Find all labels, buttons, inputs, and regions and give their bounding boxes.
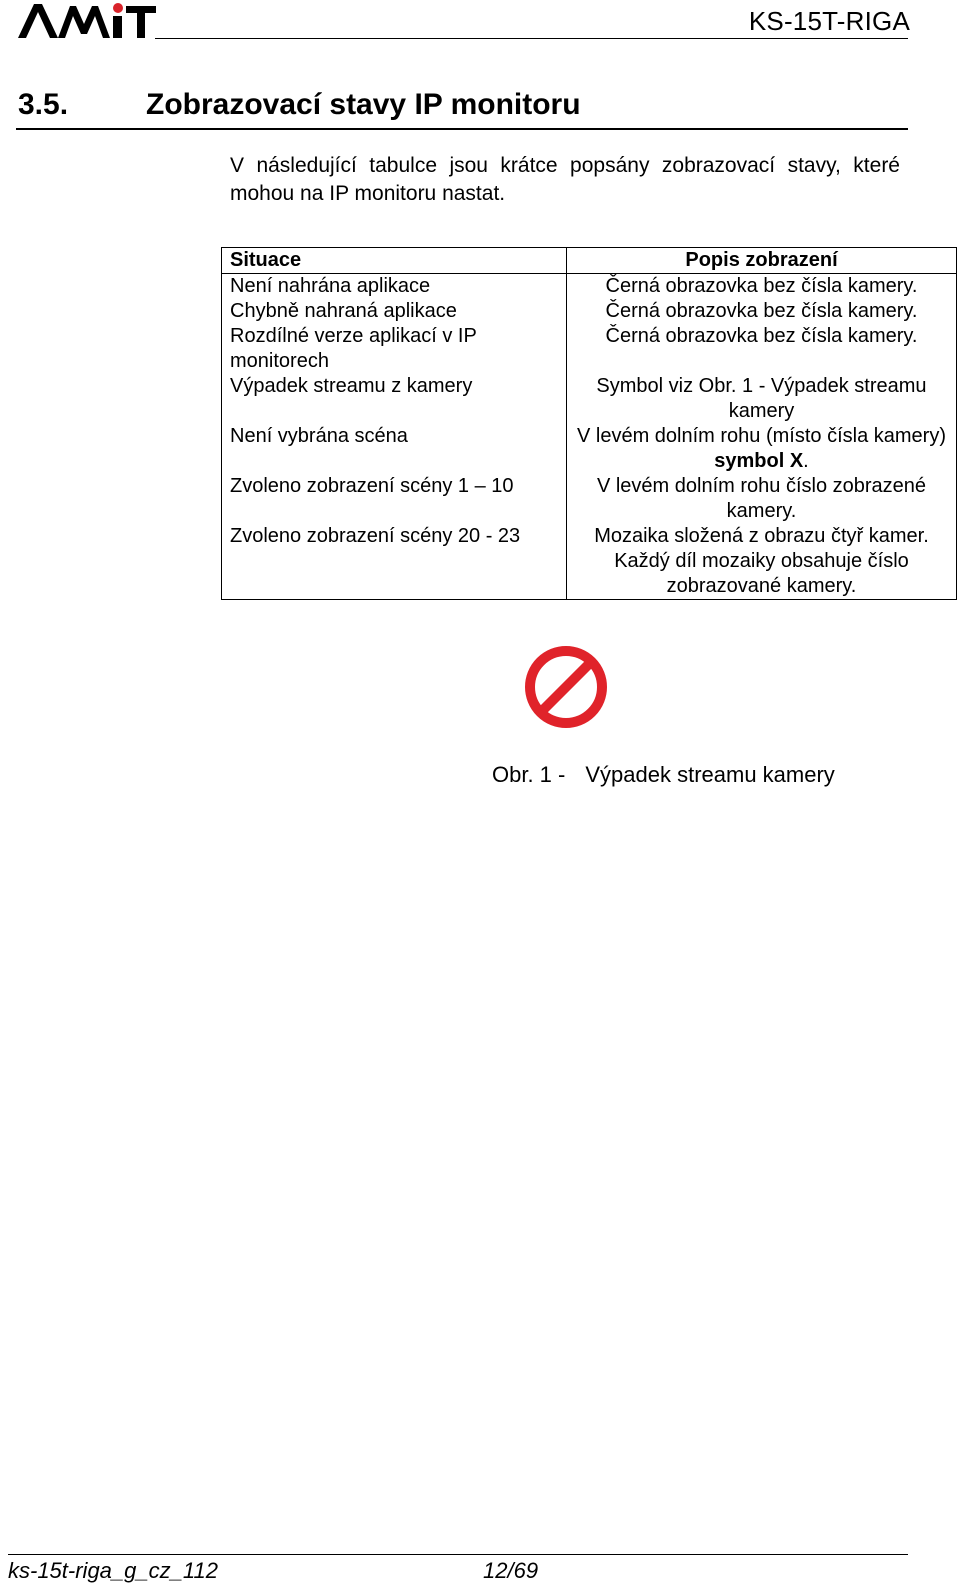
description-cell: Symbol viz Obr. 1 - Výpadek streamu kamery: [596, 375, 927, 422]
header-divider: [155, 38, 908, 39]
description-cell: Černá obrazovka bez čísla kamery.: [605, 325, 918, 347]
section-title: Zobrazovací stavy IP monitoru: [146, 88, 581, 121]
footer-doc-id: ks-15t-riga_g_cz_112: [8, 1558, 218, 1583]
situation-cell: Zvoleno zobrazení scény 20 - 23: [222, 524, 567, 600]
amit-logo: [18, 2, 158, 42]
table-row: [222, 324, 957, 374]
description-cell: [567, 424, 957, 474]
no-entry-icon: [523, 644, 609, 730]
table-row: [222, 524, 957, 600]
situation-cell: Rozdílné verze aplikací v IP monitorech: [222, 324, 567, 374]
display-states-table: [221, 247, 957, 600]
description-cell: Černá obrazovka bez čísla kamery.: [605, 300, 918, 322]
section-number: 3.5.: [18, 88, 69, 121]
description-cell: Černá obrazovka bez čísla kamery.: [605, 275, 918, 297]
document-title: KS-15T-RIGA: [748, 6, 910, 36]
description-bold: symbol X: [714, 450, 804, 472]
description-text: V levém dolním rohu (místo čísla kamery): [577, 425, 946, 447]
table-row: [222, 274, 957, 300]
situation-cell: Zvoleno zobrazení scény 1 – 10: [222, 474, 567, 524]
description-cell: Mozaika složená z obrazu čtyř kamer. Každý díl mozaiky obsahuje číslo zobrazované kamery.: [594, 525, 929, 597]
table-row: [222, 299, 957, 324]
table-row: [222, 374, 957, 424]
situation-cell: Výpadek streamu z kamery: [222, 374, 567, 424]
caption-text: Výpadek streamu kamery: [585, 762, 835, 787]
header-situation: Situace: [222, 248, 567, 274]
intro-paragraph: V následující tabulce jsou krátce popsány zobrazovací stavy, které mohou na IP monitoru nastat.: [230, 154, 900, 205]
situation-cell: Není nahrána aplikace: [222, 274, 567, 300]
amit-logo-graphic: [18, 2, 158, 42]
caption-label: Obr. 1 -: [492, 762, 566, 787]
situation-cell: Není vybrána scéna: [222, 424, 567, 474]
description-cell: V levém dolním rohu číslo zobrazené kamery.: [596, 475, 927, 522]
header-description: Popis zobrazení: [567, 248, 957, 274]
footer-page-number: 12/69: [483, 1558, 539, 1583]
figure-caption: [492, 762, 835, 788]
description-period: .: [803, 450, 809, 472]
table-row: [222, 424, 957, 474]
table-row: [222, 474, 957, 524]
footer-divider: [8, 1554, 908, 1555]
situation-cell: Chybně nahraná aplikace: [222, 299, 567, 324]
table-header-row: [222, 248, 957, 274]
section-heading: [16, 88, 908, 130]
